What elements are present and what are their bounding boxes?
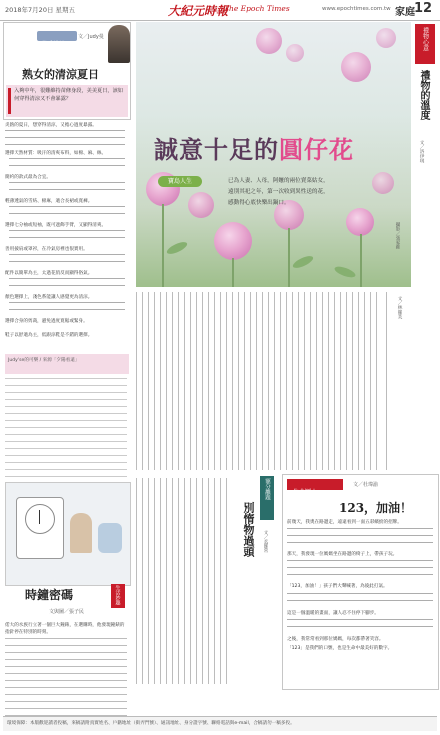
intro-text: 入夠中年，很難維持苗條身段，美美夏日，該如何穿得清涼又不會暴露？ xyxy=(14,88,123,102)
gossip-block xyxy=(136,474,276,688)
page-header xyxy=(0,0,440,21)
footer-note: Judy'se的可樂 / 來源「夕陽看遠」 xyxy=(8,358,80,363)
sidebar-body xyxy=(287,519,433,652)
flower xyxy=(188,192,214,218)
leaf xyxy=(291,254,314,271)
gossip-tag-badge xyxy=(260,476,274,520)
body-text-lines xyxy=(9,278,125,292)
body-text-lines xyxy=(5,130,125,148)
newspaper-logo-english: The Epoch Times xyxy=(224,4,290,13)
body-text-lines xyxy=(287,528,433,548)
body-bullet: 選擇天然材質：吸汗的清爽布料，如棉、麻、絲。 xyxy=(5,151,107,156)
mid-article-author: 文／林羅芙 xyxy=(397,296,402,319)
body-bullet: 炎熱的夏日，想穿得清涼，又擔心過度暴露。 xyxy=(5,123,97,128)
column-header-box xyxy=(3,22,131,120)
cartoon-illustration xyxy=(5,482,131,586)
issue-date: 2018年7月20日 星期五 xyxy=(5,6,76,14)
intro-box xyxy=(6,85,128,117)
clock-face xyxy=(25,504,55,534)
body-bullet: 選擇合身的剪裁，避免過度寬鬆或緊身。 xyxy=(5,319,88,324)
sidebar-paragraph: 「123」是我們的口號，也是生命中最美好的數字。 xyxy=(287,646,393,652)
cartoon-object xyxy=(98,523,122,553)
sidebar-paragraph: 那天，我發現一位媽媽坐在路邊的椅子上，帶孩子玩。 xyxy=(287,552,398,558)
hero-lead-line: 已為人妻、人母，阿嬤的兩位賣菜姑女， xyxy=(228,178,329,184)
clock-hand xyxy=(39,510,40,524)
column-author: 文／Judy曼 xyxy=(78,34,104,40)
body-text-lines xyxy=(9,158,125,172)
sidebar-paragraph: 之後，我常常看到那位媽媽，每次都帶著笑容。 xyxy=(287,636,384,642)
hero-lead-line: 感動得心底快樂出鍋口。 xyxy=(228,200,290,206)
newspaper-logo: 大紀元時報 xyxy=(168,4,229,18)
leaf xyxy=(165,240,188,257)
body-bullet: 配件以簡單為主，太過花俏反而顯得俗氣。 xyxy=(5,271,93,276)
body-text-lines xyxy=(9,206,125,220)
gossip-title: 別惰物過頭 xyxy=(242,502,255,557)
sidebar-author: 文／杜瑋渝 xyxy=(353,482,379,488)
right-strip xyxy=(412,22,438,287)
gossip-author: 文／丞羅常 xyxy=(263,530,268,553)
article-body xyxy=(5,122,129,350)
flower-stem xyxy=(360,234,362,287)
column-tag-label: 藤瓜雜談 xyxy=(41,41,66,48)
body-text-lines xyxy=(9,230,125,244)
body-text-lines xyxy=(287,619,433,633)
body-text-lines xyxy=(9,302,125,316)
section-name: 家庭 xyxy=(395,7,415,18)
sidebar-paragraph: 「123，加油！」孩子們大聲喊著，為彼此打氣。 xyxy=(287,584,388,590)
cartoon-tag-label: 生活妙趣 xyxy=(114,585,121,605)
photo-credit: 攝影／張家維 xyxy=(395,222,400,249)
flower-stem xyxy=(162,204,164,287)
body-bullet: 鞋子以舒適為主，低跟涼鞋是不錯的選擇。 xyxy=(5,333,93,338)
gossip-tag-label: 寵分離題 xyxy=(264,478,270,500)
newspaper-url: www.epochtimes.com.tw xyxy=(322,6,391,12)
left-column xyxy=(3,22,131,731)
body-text-lines xyxy=(5,638,127,722)
body-bullet: 輕薄透氣的雪紡、棉麻，適合長裙或寬褲。 xyxy=(5,199,93,204)
footer-text: 環境保障：本版歡迎讀者投稿，來稿請附真實姓名、戶籍地址（街弄門號）、通訊地址、身分證字號、聯絡電話與e-mail，合稿請勿一稿多投。 xyxy=(7,721,295,726)
column-tag-badge xyxy=(37,31,77,48)
body-bullet: 善用披肩或罩衫，在冷氣房裡也很實用。 xyxy=(5,247,88,252)
sidebar-paragraph: 這是一個溫暖的畫面，讓人忍不住停下腳步。 xyxy=(287,610,379,616)
divider xyxy=(386,292,387,470)
body-text-lines xyxy=(9,254,125,268)
body-text-lines xyxy=(9,182,125,196)
sidebar-title: 123，加油！ xyxy=(339,501,413,515)
right-tag-badge xyxy=(415,24,435,64)
hero-title-accent: 圓仔花 xyxy=(279,135,354,164)
body-text-lines xyxy=(287,560,433,580)
hero-lead xyxy=(228,176,388,209)
body-text-lines xyxy=(287,593,433,607)
hero-lead-line: 遠別其祀之年，第一次收到異性送的花， xyxy=(228,189,329,195)
body-bullet: 顏色選擇上，淺色系能讓人感覺更為清涼。 xyxy=(5,295,93,300)
sidebar-tag-badge xyxy=(287,479,343,496)
clock-drawing xyxy=(16,497,64,559)
flower-stem xyxy=(288,228,290,287)
gossip-text xyxy=(136,478,232,684)
body-bullet: 簡約的款式最為合宜。 xyxy=(5,175,51,180)
sidebar-tag-label: 生命鬥士 xyxy=(293,489,318,496)
hero-title-plain: 誠意十足的 xyxy=(154,135,279,164)
mid-article-text xyxy=(136,292,381,470)
author-photo xyxy=(108,25,130,63)
page-number: 12 xyxy=(414,1,433,16)
cartoon-lead: 偌大的水族行立著一個巨大鐘錶，在選購時，他發現鐘錶的指針停在特別的時刻。 xyxy=(5,623,125,636)
body-text-lines xyxy=(5,378,127,478)
column-title: 熟女的清涼夏日 xyxy=(22,68,99,81)
hero-tag-badge xyxy=(158,176,202,187)
flower-stem xyxy=(232,258,234,287)
flower xyxy=(214,222,252,260)
page-footer xyxy=(3,716,437,731)
hero-title xyxy=(154,130,354,165)
cartoon-byline: 文與圖／張子民 xyxy=(49,609,85,615)
body-bullet: 選擇七分袖或短袖，既可遮飾手臂，又顯得清爽。 xyxy=(5,223,107,228)
cartoon-tag-badge xyxy=(111,584,125,608)
footer-note-box xyxy=(5,354,129,374)
cartoon-figure xyxy=(70,513,92,553)
cartoon-title: 時鐘密碼 xyxy=(25,588,74,602)
sidebar-paragraph: 前幾天，我奧在路邊走，遠遠看到一面五彩繽紛的招牌。 xyxy=(287,520,402,525)
right-title: 禮物的溫度 xyxy=(418,70,429,120)
hero-tag-label: 寶島人生 xyxy=(167,178,192,185)
leaf xyxy=(333,264,356,279)
right-author: 文／洛伊琪 xyxy=(419,140,424,163)
right-tag-label: 禮物心意 xyxy=(421,27,429,51)
flower xyxy=(346,208,374,236)
sidebar-box xyxy=(282,474,439,690)
intro-accent-bar xyxy=(8,88,11,114)
